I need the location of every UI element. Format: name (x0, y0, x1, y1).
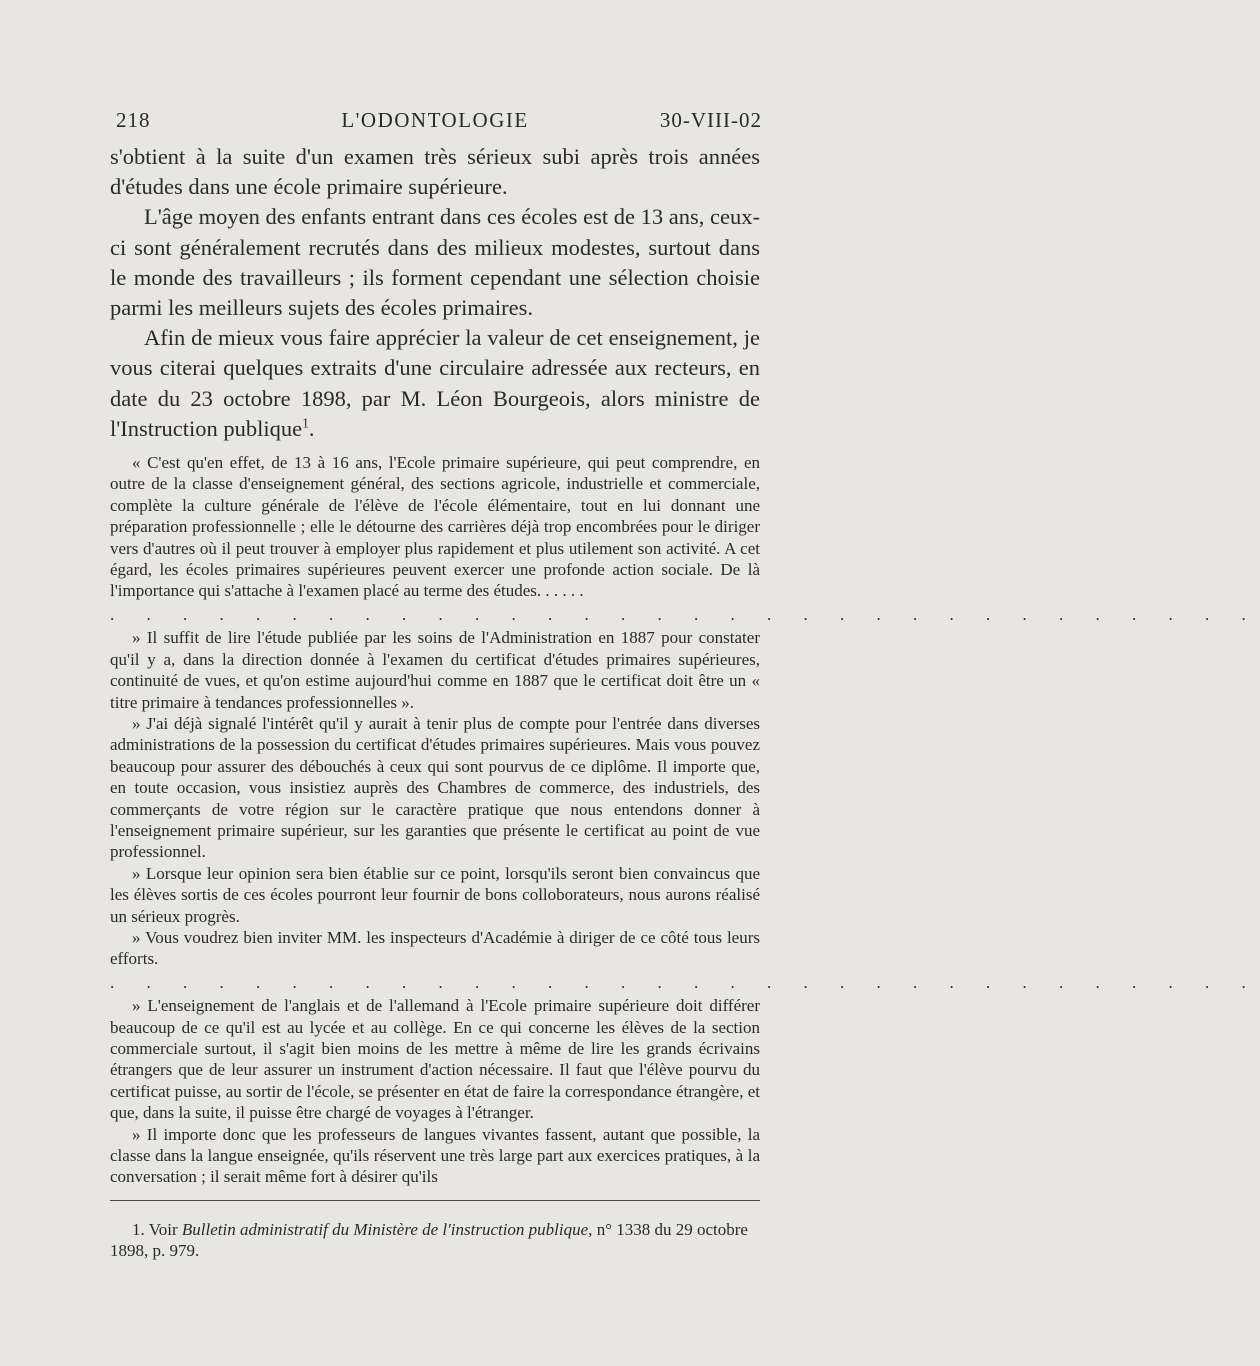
page-number: 218 (116, 108, 151, 132)
main-text (110, 142, 760, 444)
quote-paragraph-2: » Il suffit de lire l'étude publiée par les soins de l'Administration en 1887 pour constater qu'il y a, dans la direction donnée à l'examen du certificat d'études primaires supérieures, continuité de vues, et qu'on estime aujourd'hui comme en 1887 que le certificat doit être un « titre primaire à tendances professionnelles ». (110, 628, 760, 712)
paragraph-1: s'obtient à la suite d'un examen très sérieux subi après trois années d'études dans une école primaire supérieure. (110, 144, 760, 200)
ellipsis-line-1: . . . . . . . . . . . . . . . . . . . . . . . . . . . . . . . . (110, 604, 1260, 624)
quote-paragraph-6: » L'enseignement de l'anglais et de l'allemand à l'Ecole primaire supérieure doit différer beaucoup de ce qu'il est au lycée et au collège. En ce qui concerne les élèves de la section commerciale surtout, il s'agit bien moins de les mettre à même de lire les grands écrivains étrangers que de leur assurer un instrument d'action nécessaire. Il faut que l'élève pourvu du certificat puisse, au sortir de l'école, se présenter en état de faire la correspondance étrangère, et que, dans la suite, il puisse être chargé de voyages à l'étranger. (110, 996, 760, 1123)
footnote-marker: 1 (302, 415, 309, 431)
journal-title: L'ODONTOLOGIE (341, 108, 529, 132)
footnote (110, 1219, 760, 1262)
paragraph-3: Afin de mieux vous faire apprécier la valeur de cet enseignement, je vous citerai quelques extraits d'une circulaire adressée aux recteurs, en date du 23 octobre 1898, par M. Léon Bourgeois, alors ministre de l'Instruction publique$^1$. (110, 325, 760, 441)
footnote-publication: Bulletin administratif du Ministère de l'instruction publique, (181, 1219, 593, 1239)
paragraph-2: L'âge moyen des enfants entrant dans ces écoles est de 13 ans, ceux-ci sont généralement recrutés dans des milieux modestes, surtout dans le monde des travailleurs ; ils forment cependant une sélection choisie parmi les meilleurs sujets des écoles primaires. (110, 204, 760, 321)
quote-paragraph-1: « C'est qu'en effet, de 13 à 16 ans, l'Ecole primaire supérieure, qui peut comprendre, en outre de la classe d'enseignement général, des sections agricole, industrielle et commerciale, complète la culture générale de l'élève de l'école élémentaire, tout en lui donnant une préparation professionnelle ; elle le détourne des carrières déjà trop encombrées pour le diriger vers d'autres où il peut trouver à employer plus rapidement et plus utilement son activité. A cet égard, les écoles primaires supérieures peuvent exercer une profonde action sociale. De là l'importance qui s'attache à l'examen placé au terme des études. . . . . . (110, 453, 760, 601)
footnote-tail: n° 1338 du 29 octobre 1898, p. 979. (110, 1219, 748, 1261)
paragraph-3-text: Afin de mieux vous faire apprécier la valeur de cet enseignement, je vous citerai quelques extraits d'une circulaire adressée aux recteurs, en date du 23 octobre 1898, par M. Léon Bourgeois, alors ministre de l'Instruction publique (110, 325, 760, 441)
running-header (110, 100, 760, 130)
footnote-divider (110, 1200, 760, 1201)
quote-paragraph-7: » Il importe donc que les professeurs de langues vivantes fassent, autant que possible, la classe dans la langue enseignée, qu'ils réservent une très large part aux exercices pratiques, à la conversation ; il serait même fort à désirer qu'ils (110, 1124, 760, 1187)
footnote-lead: 1. Voir (132, 1219, 182, 1239)
circular-quote (110, 452, 1260, 1188)
quote-paragraph-4: » Lorsque leur opinion sera bien établie sur ce point, lorsqu'ils seront bien convaincus que les élèves sortis de ces écoles pourront leur fournir de bons colloborateurs, nous aurons réalisé un sérieux progrès. (110, 863, 760, 926)
quote-paragraph-5: » Vous voudrez bien inviter MM. les inspecteurs d'Académie à diriger de ce côté tous leurs efforts. (110, 927, 760, 969)
ellipsis-line-2: . . . . . . . . . . . . . . . . . . . . . . . . . . . . . . . . (110, 972, 1260, 992)
quote-paragraph-3: » J'ai déjà signalé l'intérêt qu'il y aurait à tenir plus de compte pour l'entrée dans diverses administrations de la possession du certificat d'études primaires supérieures. Mais vous pouvez beaucoup pour assurer des débouchés à ceux qui sont pourvus de ce diplôme. Il importe que, en toute occasion, vous insistiez auprès des Chambres de commerce, des industriels, des commerçants de votre région sur le caractère pratique que nous entendons donner à l'enseignement primaire supérieur, sur les garanties que présente le certificat au point de vue professionnel. (110, 713, 760, 862)
issue-date: 30-VIII-02 (659, 108, 762, 132)
